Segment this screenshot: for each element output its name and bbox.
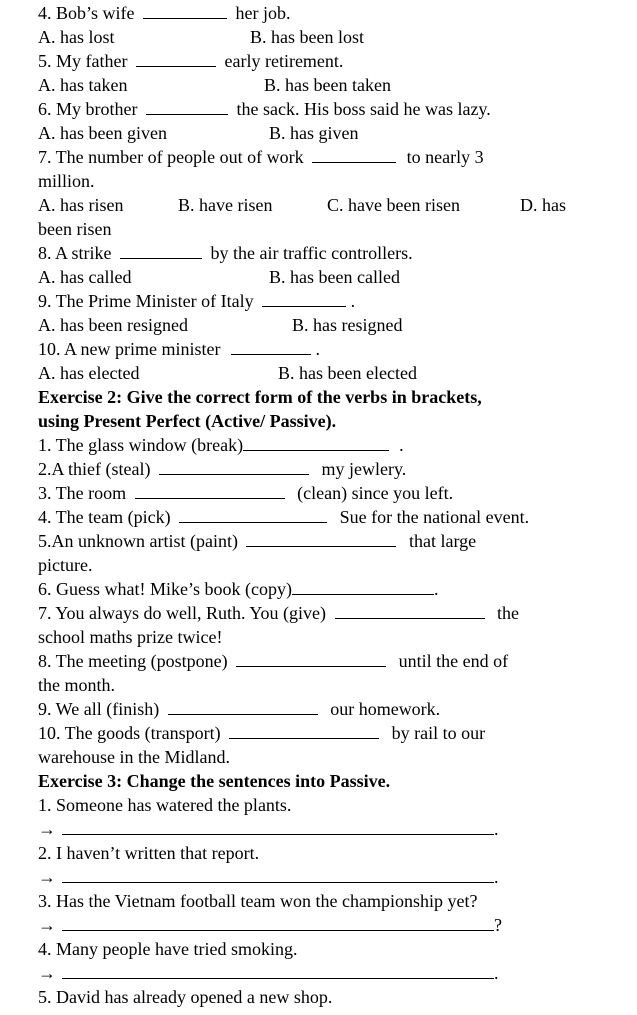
verb-blank[interactable] — [159, 457, 309, 475]
exercise-2-subtitle: using Present Perfect (Active/ Passive). — [38, 411, 337, 431]
option-d[interactable]: D. has — [520, 195, 566, 215]
ex3-item-3: 3. Has the Vietnam football team won the championship yet? — [38, 891, 478, 911]
question-6 — [38, 97, 631, 121]
item-tail: . — [399, 435, 404, 455]
exercise-3-title: Exercise 3: Change the sentences into Passive. — [38, 771, 391, 791]
item-stem: 6. Guess what! Mike’s book (copy) — [38, 579, 292, 599]
item-tail: by rail to our — [391, 723, 486, 743]
ex3-answer-2 — [38, 865, 631, 889]
verb-blank[interactable] — [335, 601, 485, 619]
item-stem: 4. The team (pick) — [38, 507, 171, 527]
verb-blank[interactable] — [168, 697, 318, 715]
line-end: . — [494, 867, 499, 887]
question-stem: 7. The number of people out of work — [38, 147, 304, 167]
option-b[interactable]: B. has been elected — [278, 363, 417, 383]
ex2-item-4 — [38, 505, 631, 529]
question-stem: 9. The Prime Minister of Italy — [38, 291, 254, 311]
option-a[interactable]: A. has called — [38, 267, 132, 287]
arrow-icon: → — [38, 819, 56, 839]
option-b[interactable]: B. has resigned — [292, 315, 403, 335]
question-5-options — [38, 73, 631, 97]
ex2-item-1 — [38, 433, 631, 457]
item-tail: the — [497, 603, 520, 623]
question-stem: 8. A strike — [38, 243, 112, 263]
option-a[interactable]: A. has risen — [38, 195, 124, 215]
item-tail: . — [433, 579, 439, 599]
option-a[interactable]: A. has taken — [38, 75, 128, 95]
item-stem: 8. The meeting (postpone) — [38, 651, 228, 671]
exercise-2-title: Exercise 2: Give the correct form of the verbs in brackets, — [38, 387, 482, 407]
question-8 — [38, 241, 631, 265]
answer-blank[interactable] — [143, 1, 227, 19]
ex2-item-5-cont: picture. — [38, 555, 93, 575]
item-tail: that large — [408, 531, 477, 551]
item-tail: until the end of — [398, 651, 509, 671]
item-stem: 3. The room — [38, 483, 127, 503]
answer-line[interactable] — [62, 865, 494, 883]
question-8-options — [38, 265, 631, 289]
line-end: . — [494, 819, 499, 839]
question-5 — [38, 49, 631, 73]
item-stem: 1. The glass window (break) — [38, 435, 244, 455]
verb-blank[interactable] — [229, 721, 379, 739]
question-tail: early retirement. — [224, 51, 344, 71]
question-tail: . — [350, 291, 356, 311]
item-tail: our homework. — [330, 699, 441, 719]
ex2-item-10 — [38, 721, 631, 745]
ex2-item-8 — [38, 649, 631, 673]
option-b[interactable]: B. has been lost — [250, 27, 364, 47]
ex2-item-9 — [38, 697, 631, 721]
item-stem: 7. You always do well, Ruth. You (give) — [38, 603, 327, 623]
item-stem: 2.A thief (steal) — [38, 459, 151, 479]
option-c[interactable]: C. have been risen — [327, 195, 460, 215]
question-7-options — [38, 193, 631, 217]
ex2-item-8-cont: the month. — [38, 675, 115, 695]
option-d-cont: been risen — [38, 219, 112, 239]
verb-blank[interactable] — [135, 481, 285, 499]
item-stem: 9. We all (finish) — [38, 699, 160, 719]
ex2-item-7-cont: school maths prize twice! — [38, 627, 223, 647]
ex3-answer-4 — [38, 961, 631, 985]
option-b[interactable]: B. has been called — [269, 267, 400, 287]
line-end: . — [494, 963, 499, 983]
option-a[interactable]: A. has been resigned — [38, 315, 188, 335]
ex2-item-5 — [38, 529, 631, 553]
item-stem: 5.An unknown artist (paint) — [38, 531, 238, 551]
ex3-item-4: 4. Many people have tried smoking. — [38, 939, 298, 959]
item-stem: 10. The goods (transport) — [38, 723, 221, 743]
option-a[interactable]: A. has lost — [38, 27, 115, 47]
question-tail-cont: million. — [38, 171, 95, 191]
ex2-item-3 — [38, 481, 631, 505]
question-tail: by the air traffic controllers. — [210, 243, 413, 263]
question-tail: her job. — [235, 3, 291, 23]
answer-blank[interactable] — [231, 337, 311, 355]
answer-blank[interactable] — [312, 145, 396, 163]
question-7-cont — [38, 169, 631, 193]
question-10 — [38, 337, 631, 361]
verb-blank[interactable] — [246, 529, 396, 547]
verb-blank[interactable] — [292, 577, 434, 595]
question-stem: 4. Bob’s wife — [38, 3, 135, 23]
question-tail: to nearly 3 — [406, 147, 484, 167]
ex3-answer-1 — [38, 817, 631, 841]
question-stem: 10. A new prime minister — [38, 339, 221, 359]
question-4 — [38, 1, 631, 25]
ex3-item-2: 2. I haven’t written that report. — [38, 843, 260, 863]
question-4-options — [38, 25, 631, 49]
option-a[interactable]: A. has been given — [38, 123, 167, 143]
item-tail: Sue for the national event. — [339, 507, 530, 527]
question-7-options-cont — [38, 217, 631, 241]
verb-blank[interactable] — [179, 505, 327, 523]
answer-blank[interactable] — [262, 289, 346, 307]
question-tail: the sack. His boss said he was lazy. — [236, 99, 491, 119]
question-tail: . — [315, 339, 320, 359]
line-end: ? — [494, 915, 502, 935]
answer-blank[interactable] — [120, 241, 202, 259]
option-a[interactable]: A. has elected — [38, 363, 140, 383]
answer-blank[interactable] — [146, 97, 228, 115]
answer-blank[interactable] — [136, 49, 216, 67]
arrow-icon: → — [38, 867, 56, 887]
item-tail: (clean) since you left. — [297, 483, 454, 503]
arrow-icon: → — [38, 915, 56, 935]
question-stem: 5. My father — [38, 51, 128, 71]
arrow-icon: → — [38, 963, 56, 983]
ex2-item-2 — [38, 457, 631, 481]
ex2-item-6 — [38, 577, 631, 601]
item-tail: my jewlery. — [321, 459, 407, 479]
ex3-item-5: 5. David has already opened a new shop. — [38, 987, 333, 1007]
ex3-item-1: 1. Someone has watered the plants. — [38, 795, 292, 815]
ex2-item-10-cont: warehouse in the Midland. — [38, 747, 230, 767]
question-9-options — [38, 313, 631, 337]
question-7 — [38, 145, 631, 169]
answer-line[interactable] — [62, 961, 494, 979]
option-b[interactable]: B. has given — [269, 123, 359, 143]
verb-blank[interactable] — [243, 433, 389, 451]
option-b[interactable]: B. have risen — [178, 195, 273, 215]
answer-line[interactable] — [62, 817, 494, 835]
ex2-item-7 — [38, 601, 631, 625]
verb-blank[interactable] — [236, 649, 386, 667]
question-10-options — [38, 361, 631, 385]
question-6-options — [38, 121, 631, 145]
answer-line[interactable] — [62, 913, 494, 931]
option-b[interactable]: B. has been taken — [264, 75, 391, 95]
question-9 — [38, 289, 631, 313]
ex3-answer-3 — [38, 913, 631, 937]
question-stem: 6. My brother — [38, 99, 138, 119]
